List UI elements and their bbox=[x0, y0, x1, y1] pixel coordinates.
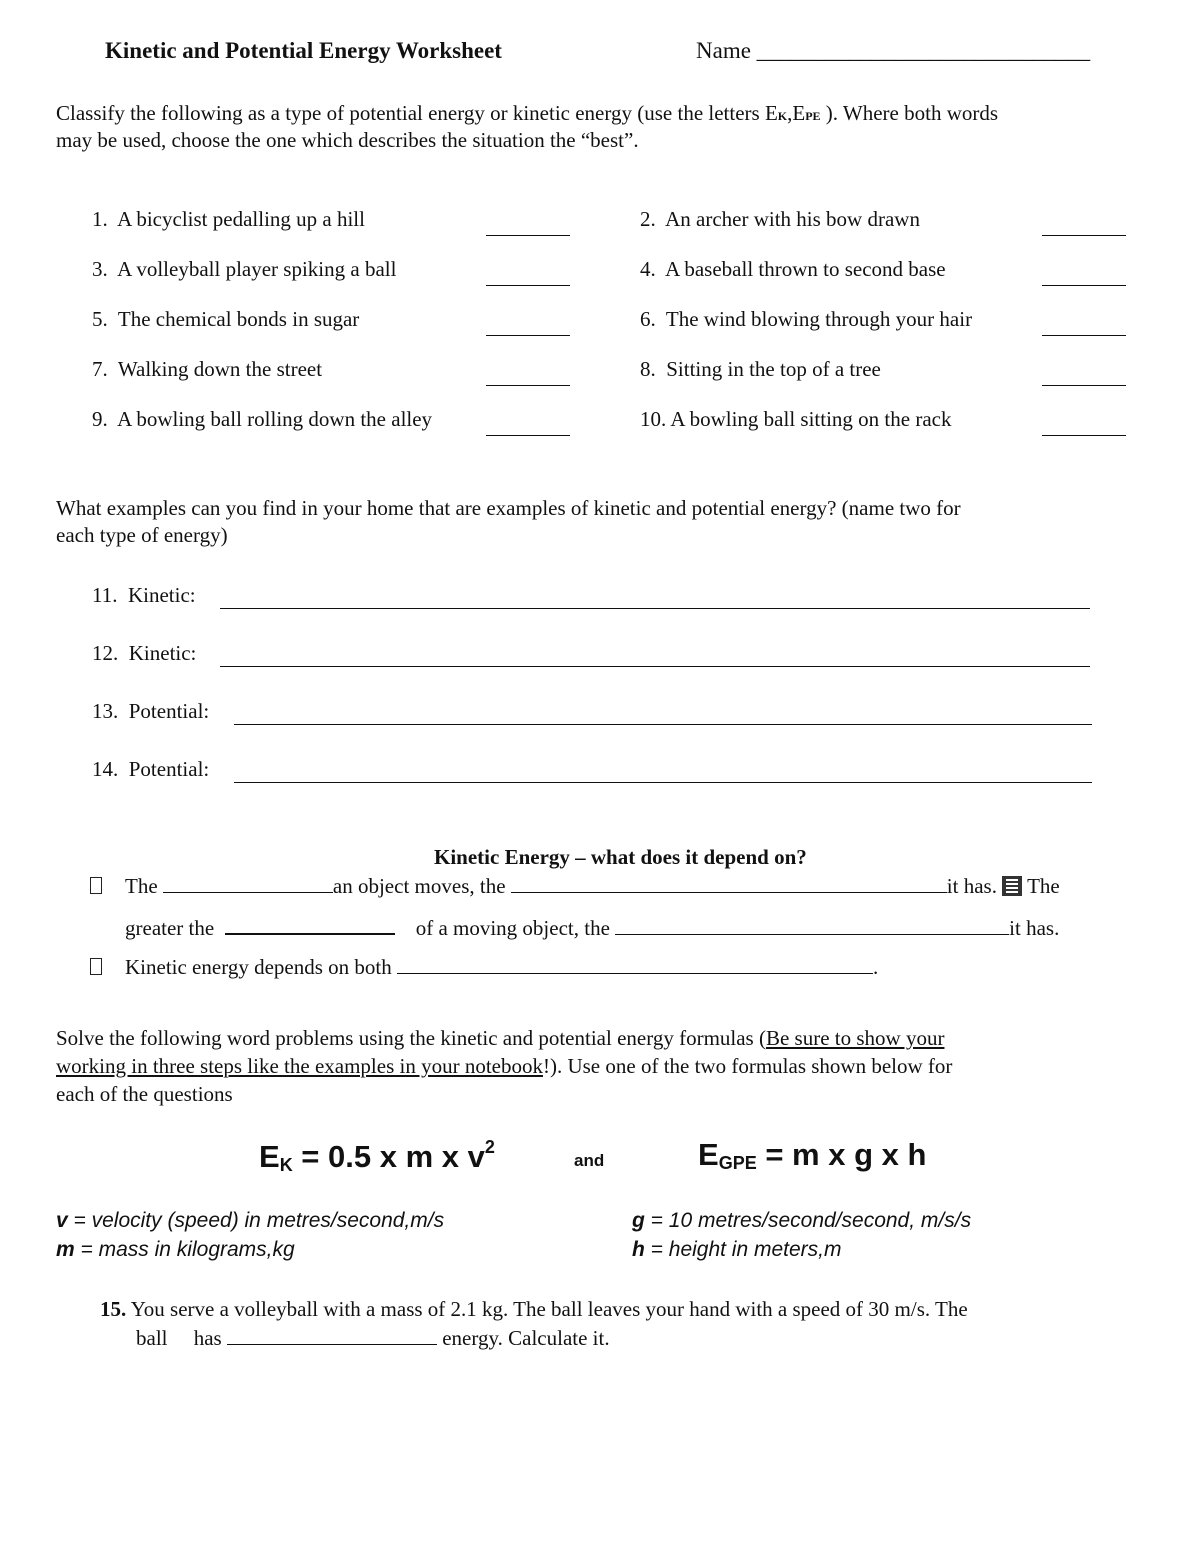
depends-heading: Kinetic Energy – what does it depend on? bbox=[434, 845, 807, 869]
answer-blank-7[interactable] bbox=[486, 367, 570, 386]
example-item-13: 13. Potential: bbox=[92, 699, 210, 723]
answer-blank-9[interactable] bbox=[486, 417, 570, 436]
blank-speed[interactable] bbox=[163, 874, 333, 893]
answer-blank-5[interactable] bbox=[486, 317, 570, 336]
list-item: 9. A bowling ball rolling down the alley bbox=[92, 407, 433, 431]
bullet-icon bbox=[90, 877, 102, 894]
potential-formula: $E_{GPE} = m$ x g x h bbox=[698, 1137, 927, 1173]
answer-blank-10[interactable] bbox=[1042, 417, 1126, 436]
list-item: 10. A bowling ball sitting on the rack bbox=[640, 407, 952, 431]
blank-depends-both[interactable] bbox=[397, 955, 873, 974]
image-icon bbox=[1002, 876, 1022, 896]
list-item: 4. A baseball thrown to second base bbox=[640, 257, 946, 281]
example-blank-12[interactable] bbox=[220, 648, 1090, 667]
name-blank: _____________________________ bbox=[756, 38, 1091, 63]
blank-kinetic-2[interactable] bbox=[615, 916, 1009, 935]
var-g: g = 10 metres/second/second, m/s/s bbox=[632, 1209, 972, 1232]
example-blank-14[interactable] bbox=[234, 764, 1092, 783]
example-item-11: 11. Kinetic: bbox=[92, 583, 196, 607]
answer-blank-8[interactable] bbox=[1042, 367, 1126, 386]
bullet-2-text: Kinetic energy depends on both . bbox=[125, 955, 879, 979]
list-item: 2. An archer with his bow drawn bbox=[640, 207, 920, 231]
list-item: 3. A volleyball player spiking a ball bbox=[92, 257, 397, 281]
formula-and: and bbox=[574, 1151, 605, 1170]
name-field[interactable] bbox=[696, 38, 1090, 64]
solve-line-1: Solve the following word problems using the kinetic and potential energy formulas (Be sure to show your bbox=[56, 1026, 945, 1050]
example-item-12: 12. Kinetic: bbox=[92, 641, 197, 665]
list-item: 6. The wind blowing through your hair bbox=[640, 307, 973, 331]
answer-blank-6[interactable] bbox=[1042, 317, 1126, 336]
var-v: v = velocity (speed) in metres/second,m/s bbox=[56, 1209, 445, 1232]
example-blank-13[interactable] bbox=[234, 706, 1092, 725]
intro-line-1: Classify the following as a type of potential energy or kinetic energy (use the letters EK,EPE ). Where both words bbox=[56, 101, 999, 125]
example-item-14: 14. Potential: bbox=[92, 757, 210, 781]
solve-line-2: working in three steps like the examples in your notebook!). Use one of the two formulas shown below for bbox=[56, 1054, 953, 1078]
intro-line-2: may be used, choose the one which describes the situation the “best”. bbox=[56, 128, 639, 152]
bullet-icon bbox=[90, 958, 102, 975]
answer-blank-2[interactable] bbox=[1042, 217, 1126, 236]
bullet-1-text-cont: greater the of a moving object, the it has. bbox=[125, 916, 1060, 940]
example-blank-11[interactable] bbox=[220, 590, 1090, 609]
answer-blank-4[interactable] bbox=[1042, 267, 1126, 286]
var-m: m = mass in kilograms,kg bbox=[56, 1238, 295, 1261]
kinetic-formula: $E_K = 0.5$ x m x $v^2$ bbox=[259, 1137, 495, 1175]
answer-blank-1[interactable] bbox=[486, 217, 570, 236]
list-item: 1. A bicyclist pedalling up a hill bbox=[92, 207, 365, 231]
var-h: h = height in meters,m bbox=[632, 1238, 842, 1261]
blank-kinetic-1[interactable] bbox=[511, 874, 947, 893]
answer-blank-3[interactable] bbox=[486, 267, 570, 286]
problem-15-line-1: 15. You serve a volleyball with a mass of 2.1 kg. The ball leaves your hand with a speed of 30 m/s. The bbox=[100, 1297, 968, 1321]
solve-line-3: each of the questions bbox=[56, 1082, 233, 1106]
bullet-1-text: The an object moves, the it has. The bbox=[125, 874, 1060, 898]
examples-question-line-1: What examples can you find in your home that are examples of kinetic and potential energy? (name two for bbox=[56, 496, 961, 520]
list-item: 7. Walking down the street bbox=[92, 357, 323, 381]
blank-mass[interactable] bbox=[225, 915, 395, 935]
list-item: 8. Sitting in the top of a tree bbox=[640, 357, 881, 381]
examples-question-line-2: each type of energy) bbox=[56, 523, 228, 547]
name-label: Name bbox=[696, 38, 751, 63]
blank-energy-type[interactable] bbox=[227, 1326, 437, 1345]
problem-15-line-2: ball has energy. Calculate it. bbox=[136, 1326, 610, 1350]
list-item: 5. The chemical bonds in sugar bbox=[92, 307, 360, 331]
page-title: Kinetic and Potential Energy Worksheet bbox=[105, 38, 502, 63]
